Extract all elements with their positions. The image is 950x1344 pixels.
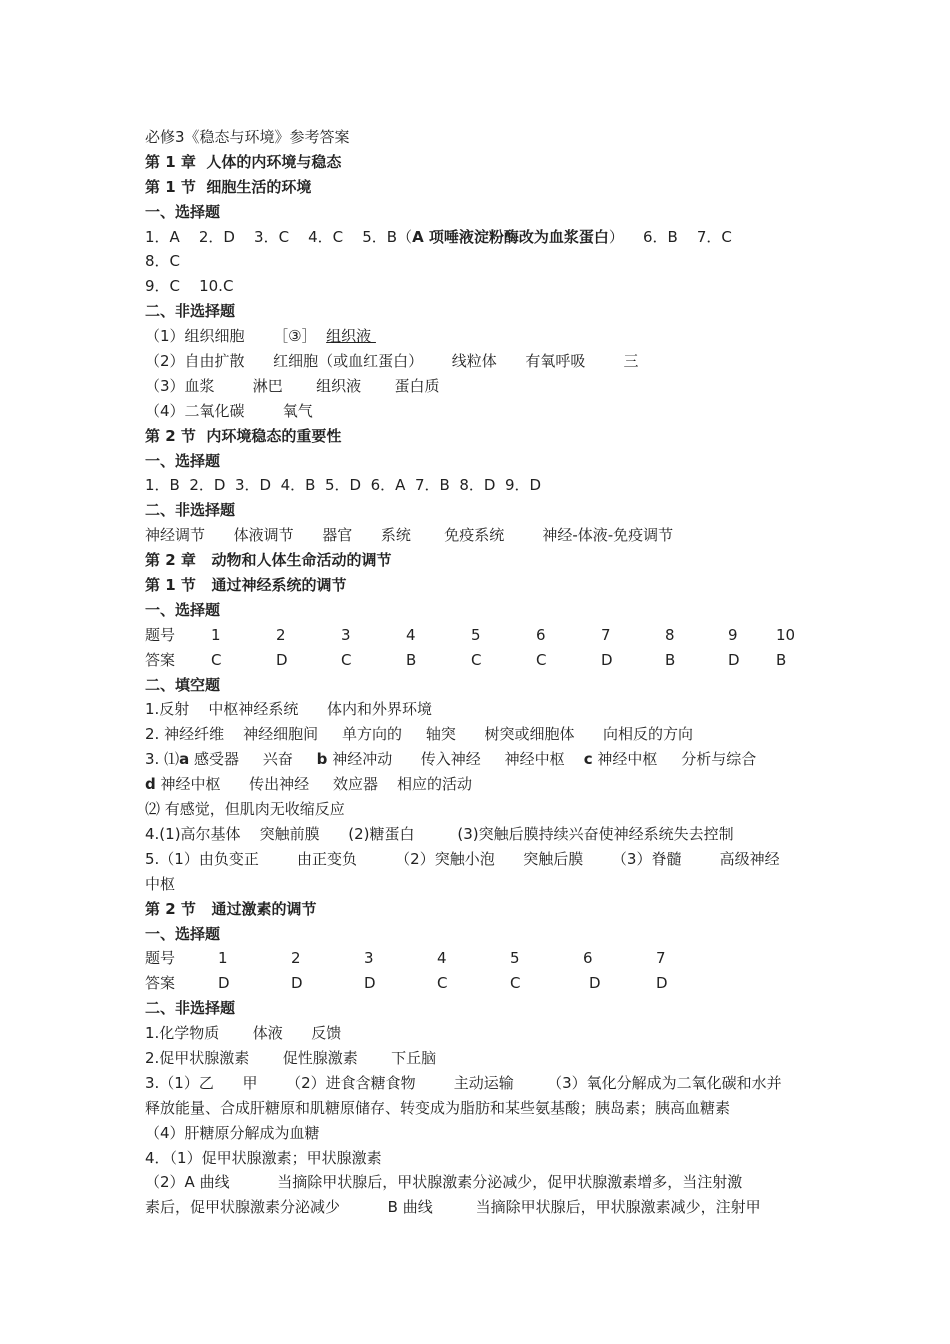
answer-cell: B [406, 650, 417, 669]
ch2s2-answer-4c: 素后，促甲状腺激素分泌减少 B 曲线 当摘除甲状腺后，甲状腺激素减少，注射甲 [145, 1198, 761, 1217]
label-letter: a [179, 750, 190, 769]
question-number: 8 [665, 625, 675, 644]
ch2s2-answer-4a: 4．（1）促甲状腺激素；甲状腺激素 [145, 1148, 382, 1167]
answer-cell: C [341, 650, 352, 669]
answer-cell: C [211, 650, 222, 669]
ch1s2-choice-heading: 一、选择题 [145, 451, 221, 470]
ch1-section-1-title: 第 1 节 细胞生活的环境 [145, 177, 312, 196]
answer-cell: B [665, 650, 676, 669]
ch2-section-1-title: 第 1 节 通过神经系统的调节 [145, 576, 347, 595]
ch2s1-fill-3a [145, 747, 815, 772]
answer-cell: C [536, 650, 547, 669]
label-letter: d [145, 775, 156, 794]
answer-cell: D [291, 974, 303, 993]
ch1-section-2-title: 第 2 节 内环境稳态的重要性 [145, 426, 342, 445]
question-number: 7 [656, 949, 666, 968]
label-letter: c [583, 750, 593, 769]
question-number: 3 [341, 625, 351, 644]
ch2s2-question-number-row [145, 946, 815, 971]
answer-cell: D [601, 650, 613, 669]
answer-cell: D [728, 650, 740, 669]
answer-cell: D [276, 650, 288, 669]
ch2s2-answer-1: 1.化学物质 体液 反馈 [145, 1024, 342, 1043]
label-letter: b [316, 750, 328, 769]
chapter-1-title: 第 1 章 人体的内环境与稳态 [145, 152, 342, 171]
ch1s1-answer-2: （2）自由扩散 红细胞（或血红蛋白） 线粒体 有氧呼吸 三 [145, 352, 639, 371]
answer-cell: D [656, 974, 668, 993]
ch2s1-fill-3b [145, 772, 815, 797]
ch1s1-choice-answers-line-1 [145, 225, 815, 250]
answer-text: ） 6．B 7．C [608, 227, 732, 246]
answer-text: 神经中枢 传出神经 效应器 相应的活动 [155, 775, 473, 794]
answer-document [145, 125, 815, 1220]
ch2s1-fill-2: 2. 神经纤维 神经细胞间 单方向的 轴突 树突或细胞体 向相反的方向 [145, 725, 694, 744]
question-number: 4 [437, 949, 447, 968]
question-number: 2 [276, 625, 286, 644]
answer-cell: C [437, 974, 448, 993]
question-number: 2 [291, 949, 301, 968]
row-label: 答案 [145, 650, 176, 669]
answer-note: A 项唾液淀粉酶改为血浆蛋白 [412, 227, 609, 246]
ch2s1-answer-row [145, 648, 815, 673]
row-label: 答案 [145, 974, 176, 993]
ch2s1-fill-3c: ⑵ 有感觉，但肌肉无收缩反应 [145, 800, 345, 819]
answer-text: （1）组织细胞 ［③］ [145, 327, 327, 346]
ch2s1-fill-1: 1.反射 中枢神经系统 体内和外界环境 [145, 700, 432, 719]
question-number: 1 [211, 625, 221, 644]
ch2s1-fill-5a: 5.（1）由负变正 由正变负 （2）突触小泡 突触后膜 （3）脊髓 高级神经 [145, 849, 780, 868]
question-number: 7 [601, 625, 611, 644]
ch2s1-choice-heading: 一、选择题 [145, 600, 221, 619]
answer-cell: B [776, 650, 787, 669]
ch1s1-choice-answers-line-2: 8．C [145, 252, 181, 271]
question-number: 3 [364, 949, 374, 968]
ch1s1-nonchoice-heading: 二、非选择题 [145, 302, 236, 321]
ch1s2-answer-1: 神经调节 体液调节 器官 系统 免疫系统 神经-体液-免疫调节 [145, 526, 674, 545]
ch1s1-answer-4: （4）二氧化碳 氧气 [145, 401, 313, 420]
underlined-answer: 组织液 [326, 327, 376, 346]
row-label: 题号 [145, 625, 176, 644]
answer-text: 3. ⑴ [145, 750, 180, 769]
answer-cell: D [589, 974, 601, 993]
row-label: 题号 [145, 949, 176, 968]
answer-cell: D [218, 974, 230, 993]
ch1s2-nonchoice-heading: 二、非选择题 [145, 501, 236, 520]
question-number: 6 [536, 625, 546, 644]
ch2s2-answer-3c: （4）肝糖原分解成为血糖 [145, 1123, 320, 1142]
ch2s2-answer-2: 2.促甲状腺激素 促性腺激素 下丘脑 [145, 1048, 437, 1067]
ch1s1-choice-heading: 一、选择题 [145, 202, 221, 221]
ch2s1-fill-heading: 二、填空题 [145, 675, 221, 694]
ch2s2-nonchoice-heading: 二、非选择题 [145, 999, 236, 1018]
chapter-2-title: 第 2 章 动物和人体生命活动的调节 [145, 551, 392, 570]
ch2s2-answer-3a: 3.（1）乙 甲 （2）进食含糖食物 主动运输 （3）氧化分解成为二氧化碳和水并 [145, 1073, 782, 1092]
question-number: 4 [406, 625, 416, 644]
ch2s2-choice-heading: 一、选择题 [145, 924, 221, 943]
answer-cell: C [510, 974, 521, 993]
ch2s2-answer-row [145, 971, 815, 996]
ch2s2-answer-4b: （2）A 曲线 当摘除甲状腺后，甲状腺激素分泌减少，促甲状腺激素增多，当注射激 [145, 1173, 743, 1192]
answer-text: 感受器 兴奋 [189, 750, 317, 769]
ch2-section-2-title: 第 2 节 通过激素的调节 [145, 899, 317, 918]
answer-cell: D [364, 974, 376, 993]
question-number: 1 [218, 949, 228, 968]
ch2s1-fill-4: 4.(1)高尔基体 突触前膜 (2)糖蛋白 (3)突触后膜持续兴奋使神经系统失去控制 [145, 824, 734, 843]
ch1s2-choice-answers: 1．B 2．D 3．D 4．B 5．D 6．A 7．B 8．D 9．D [145, 476, 542, 495]
answer-text: 神经冲动 传入神经 神经中枢 [327, 750, 584, 769]
ch1s1-answer-1 [145, 324, 815, 349]
ch2s1-fill-5b: 中枢 [145, 874, 176, 893]
question-number: 6 [583, 949, 593, 968]
answer-text: 1．A 2．D 3．C 4．C 5．B（ [145, 227, 413, 246]
question-number: 5 [510, 949, 520, 968]
question-number: 9 [728, 625, 738, 644]
answer-cell: C [471, 650, 482, 669]
question-number: 5 [471, 625, 481, 644]
answer-text: 神经中枢 分析与综合 [592, 750, 757, 769]
ch1s1-answer-3: （3）血浆 淋巴 组织液 蛋白质 [145, 376, 440, 395]
document-title: 必修3《稳态与环境》参考答案 [145, 128, 350, 146]
ch2s1-question-number-row [145, 623, 815, 648]
ch2s2-answer-3b: 释放能量、合成肝糖原和肌糖原储存、转变成为脂肪和某些氨基酸；胰岛素；胰高血糖素 [145, 1098, 731, 1117]
question-number: 10 [776, 625, 796, 644]
ch1s1-choice-answers-line-3: 9．C 10.C [145, 277, 234, 296]
